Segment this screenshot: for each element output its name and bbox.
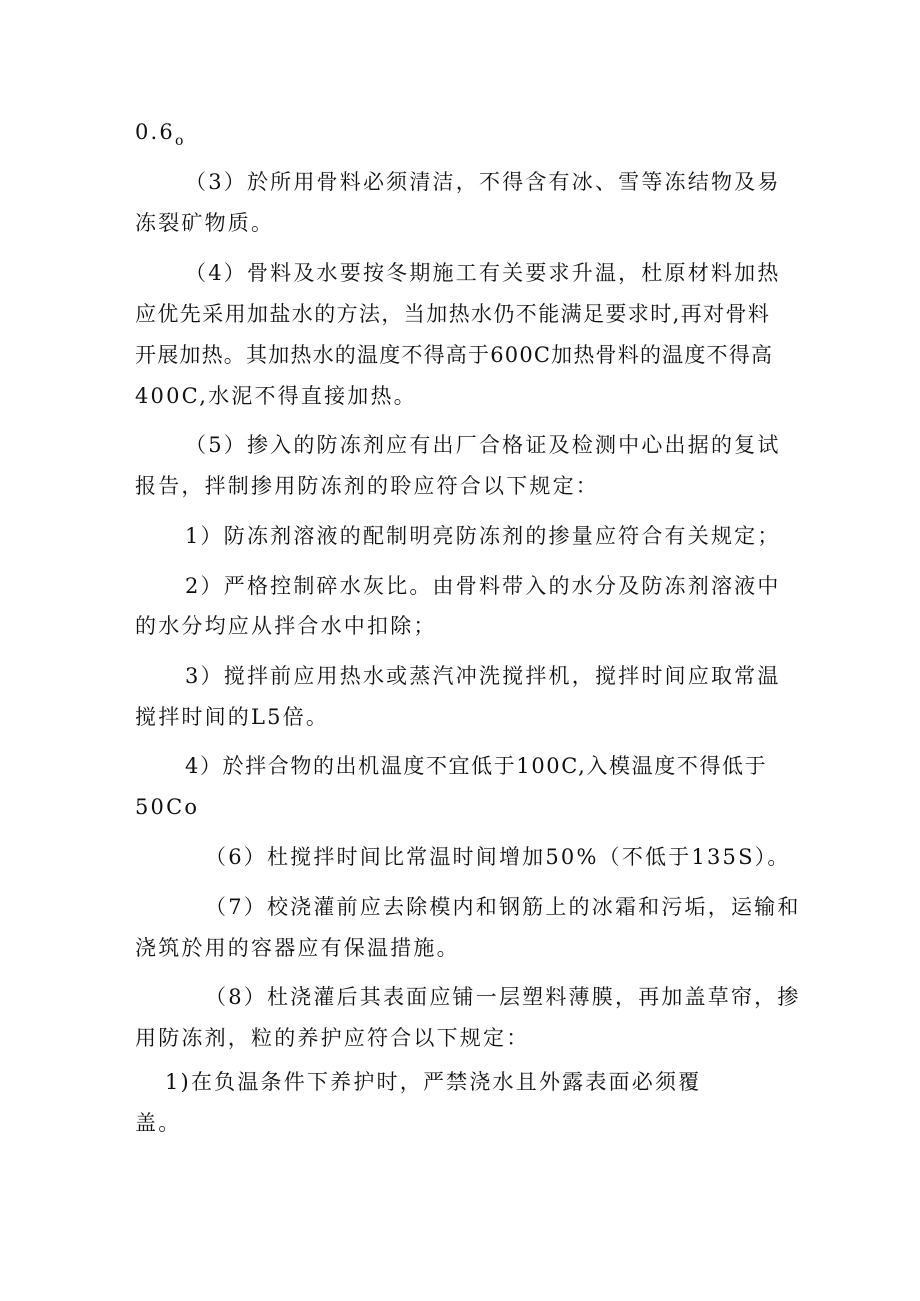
- text-line-7: 400C,水泥不得直接加热。: [135, 384, 417, 408]
- text-line-4: （4）骨料及水要按冬期施工有关要求升温，杜原材料加热: [185, 261, 781, 285]
- text-line-5: 应优先采用加盐水的方法，当加热水仍不能满足要求时,再对骨料: [135, 302, 771, 326]
- text-line-2: （3）於所用骨料必须清洁，不得含有冰、雪等冻结物及易: [185, 170, 781, 194]
- text-line-6: 开展加热。其加热水的温度不得高于600C加热骨料的温度不得高: [135, 343, 774, 367]
- text-line-16: 50Co: [135, 795, 200, 819]
- text-line-21: 用防冻剂，粒的养护应符合以下规定：: [135, 1026, 530, 1050]
- text-line-9: 报告，拌制掺用防冻剂的聆应符合以下规定：: [135, 474, 599, 498]
- text-line-17: （6）杜搅拌时间比常温时间增加50%（不低于135S）。: [205, 845, 791, 869]
- text-line-12: 的水分均应从拌合水中扣除；: [135, 614, 437, 638]
- text-line-23: 盖。: [135, 1111, 182, 1135]
- text-line-18: （7）校浇灌前应去除模内和钢筋上的冰霜和污垢，运输和: [205, 895, 801, 919]
- text-line-13: 3）搅拌前应用热水或蒸汽冲洗搅拌机，搅拌时间应取常温: [185, 664, 781, 688]
- text-line-15: 4）於拌合物的出机温度不宜低于100C,入模温度不得低于: [185, 754, 768, 778]
- text-line-3: 冻裂矿物质。: [135, 211, 275, 235]
- text-line-11: 2）严格控制碎水灰比。由骨料带入的水分及防冻剂溶液中: [185, 574, 781, 598]
- text-line-8: （5）掺入的防冻剂应有出厂合格证及检测中心出据的复试: [185, 433, 781, 457]
- text-line-10: 1）防冻剂溶液的配制明亮防冻剂的掺量应符合有关规定；: [185, 524, 781, 548]
- text-line-1-main: 0.6: [135, 120, 175, 144]
- text-line-14: 搅拌时间的L5倍。: [135, 705, 330, 729]
- text-line-1: [135, 117, 186, 156]
- text-line-20: （8）杜浇灌后其表面应铺一层塑料薄膜，再加盖草帘，掺: [205, 985, 801, 1009]
- text-line-1-suffix: o: [175, 133, 186, 149]
- text-line-19: 浇筑於用的容器应有保温措施。: [135, 936, 460, 960]
- text-line-22: 1)在负温条件下养护时，严禁浇水且外露表面必须覆: [165, 1070, 702, 1094]
